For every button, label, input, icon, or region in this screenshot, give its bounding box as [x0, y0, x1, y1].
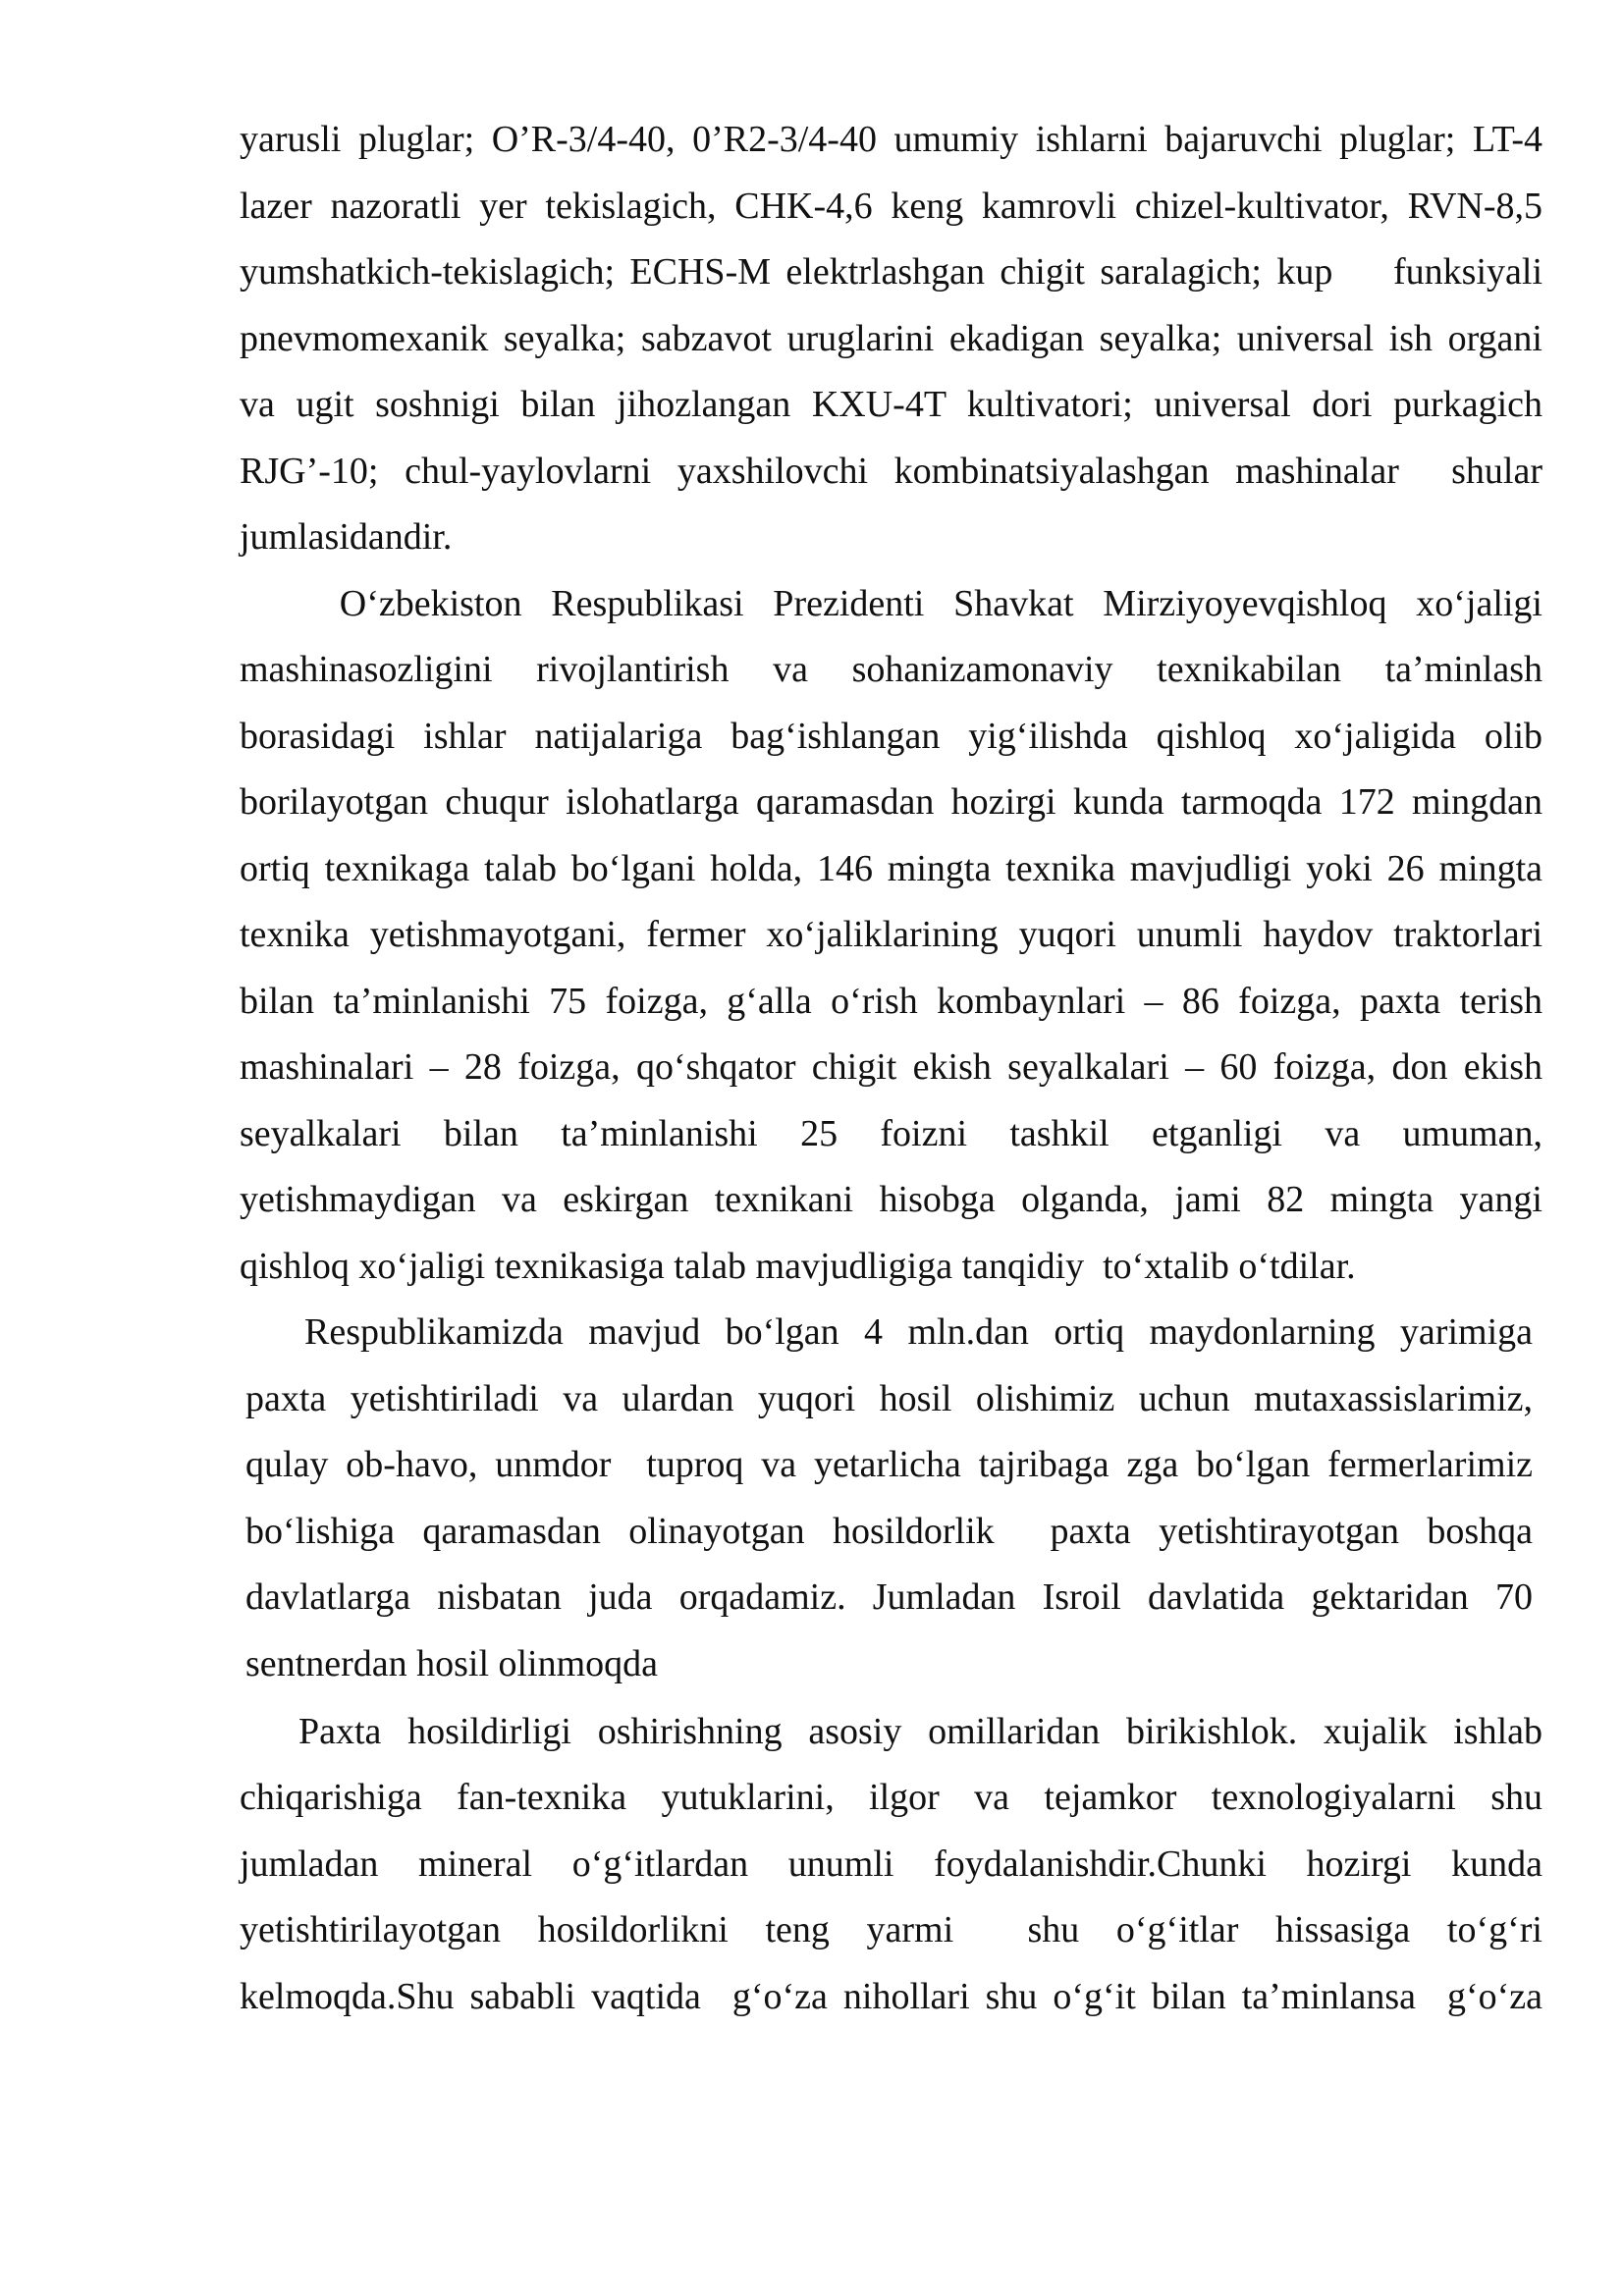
text-line: bilan ta’minlanishi 75 foizga, g‘alla o‘rish kombaynlari – 86 foizga, paxta terish	[240, 981, 1542, 1022]
text-line: va ugit soshnigi bilan jihozlangan KXU-4T kultivatori; universal dori purkagich	[240, 384, 1542, 425]
text-line: RJG’-10; chul-yaylovlarni yaxshilovchi kombinatsiyalashgan mashinalar shular	[240, 451, 1542, 492]
text-line: mashinalari – 28 foizga, qo‘shqator chigit ekish seyalkalari – 60 foizga, don ekish	[240, 1046, 1542, 1088]
text-line: yarusli pluglar; O’R-3/4-40, 0’R2-3/4-40 umumiy ishlarni bajaruvchi pluglar; LT-4	[240, 119, 1542, 160]
text-line: mashinasozligini rivojlantirish va sohanizamonaviy texnikabilan ta’minlash	[240, 649, 1542, 690]
text-line: sentnerdan hosil olinmoqda	[245, 1643, 659, 1684]
text-line: Respublikamizda mavjud bo‘lgan 4 mln.dan ortiq maydonlarning yarimiga	[304, 1311, 1533, 1353]
text-line: jumlasidandir.	[240, 516, 453, 558]
text-line: Paxta hosildirligi oshirishning asosiy omillaridan birikishlok. xujalik ishlab	[298, 1711, 1542, 1752]
text-line: qulay ob-havo, unmdor tuproq va yetarlicha tajribaga zga bo‘lgan fermerlarimiz	[245, 1444, 1533, 1485]
text-line: yetishtirilayotgan hosildorlikni teng yarmi shu o‘g‘itlar hissasiga to‘g‘ri	[240, 1909, 1542, 1950]
text-line: davlatlarga nisbatan juda orqadamiz. Jumladan Isroil davlatida gektaridan 70	[245, 1576, 1533, 1618]
text-line: bo‘lishiga qaramasdan olinayotgan hosildorlik paxta yetishtirayotgan boshqa	[245, 1511, 1533, 1552]
text-line: chiqarishiga fan-texnika yutuklarini, ilgor va tejamkor texnologiyalarni shu	[240, 1777, 1542, 1818]
text-line: lazer nazoratli yer tekislagich, CHK-4,6 keng kamrovli chizel-kultivator, RVN-8,5	[240, 186, 1542, 227]
text-line: seyalkalari bilan ta’minlanishi 25 foizni tashkil etganligi va umuman,	[240, 1113, 1542, 1154]
text-line: kelmoqda.Shu sababli vaqtida g‘o‘za nihollari shu o‘g‘it bilan ta’minlansa g‘o‘za	[240, 1976, 1542, 2017]
text-line: borasidagi ishlar natijalariga bag‘ishlangan yig‘ilishda qishloq xo‘jaligida olib	[240, 716, 1542, 757]
text-line: O‘zbekiston Respublikasi Prezidenti Shavkat Mirziyoyevqishloq xo‘jaligi	[310, 583, 1542, 624]
text-line: yumshatkich-tekislagich; ECHS-M elektrlashgan chigit saralagich; kup funksiyali	[240, 251, 1542, 293]
text-line: jumladan mineral o‘g‘itlardan unumli foydalanishdir.Chunki hozirgi kunda	[240, 1843, 1542, 1885]
text-line: pnevmomexanik seyalka; sabzavot uruglarini ekadigan seyalka; universal ish organi	[240, 318, 1542, 359]
text-line: paxta yetishtiriladi va ulardan yuqori hosil olishimiz uchun mutaxassislarimiz,	[245, 1378, 1533, 1419]
text-line: ortiq texnikaga talab bo‘lgani holda, 146 mingta texnika mavjudligi yoki 26 mingta	[240, 848, 1542, 889]
text-line: yetishmaydigan va eskirgan texnikani hisobga olganda, jami 82 mingta yangi	[240, 1179, 1542, 1220]
text-line: texnika yetishmayotgani, fermer xo‘jaliklarining yuqori unumli haydov traktorlari	[240, 914, 1542, 955]
text-line: qishloq xo‘jaligi texnikasiga talab mavjudligiga tanqidiy to‘xtalib o‘tdilar.	[240, 1246, 1356, 1287]
text-line: borilayotgan chuqur islohatlarga qaramasdan hozirgi kunda tarmoqda 172 mingdan	[240, 781, 1542, 823]
